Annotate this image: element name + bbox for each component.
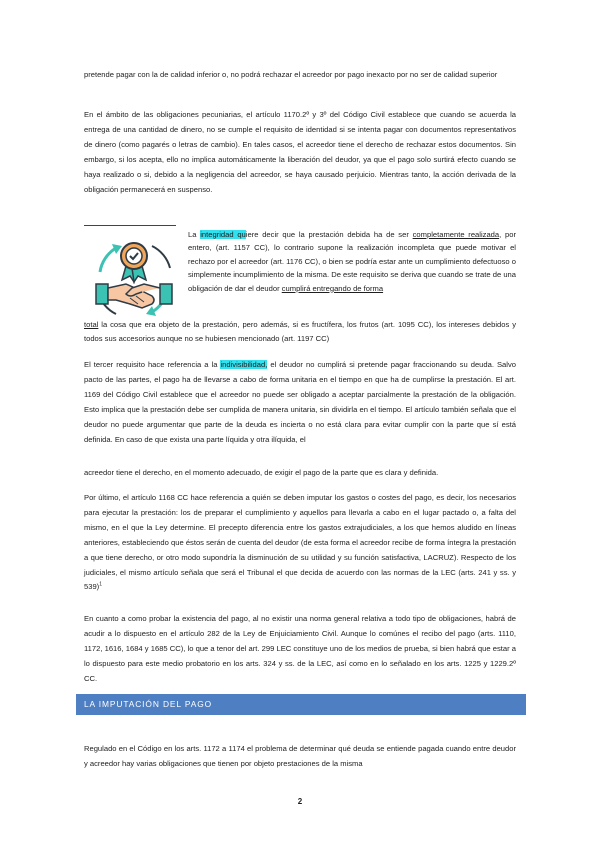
highlight-indivisibilidad: indivisibilidad, [220, 360, 268, 369]
paragraph-gastos-pago: Por último, el artículo 1168 CC hace referencia a quién se deben imputar los gastos o costes del pago, es decir, los necesarios para ejecutar la prestación: los de preparar el cumplimiento y aquellos para llevarla a cabo en el lugar pactado o, a falta del mismo, en el que la Ley determine. El precepto diferencia entre los gastos extrajudiciales, a los que hemos aludido en líneas anteriores, estableciendo que éstos serán de cuenta del deudor (de esta forma el acreedor recibe de forma íntegra la prestación a que tiene derecho, or otro modo supondría la disminución de su utilidad y su función satisfactiva, LACRUZ). Respecto de los judiciales, el mismo artículo señala que será el Tribunal el que decida de acuerdo con las normas de la LEC (arts. 241 y ss. y 539)$^1$ [84, 493, 516, 592]
separator-line [84, 225, 176, 226]
paragraph-acreedor: acreedor tiene el derecho, en el momento adecuado, de exigir el pago de la parte que es clara y definida. [84, 468, 439, 477]
paragraph-imputacion: Regulado en el Código en los arts. 1172 a 1174 el problema de determinar qué deuda se entiende pagada cuando entre deudor y acreedor hay varias obligaciones que tienen por objeto prestaciones de la misma [84, 744, 516, 768]
section-title: LA IMPUTACIÓN DEL PAGO [84, 699, 213, 709]
paragraph-indivisibilidad: El tercer requisito hace referencia a la indivisibilidad, el deudor no cumplirá si pretende pagar fraccionando su deuda. Salvo pacto de las partes, el pago ha de llevarse a cabo de forma unitaria en el tiempo en que ha de cumplirse la prestación. El art. 1169 del Código Civil establece que el acreedor no puede ser obligado a aceptar parcialmente la prestación de la obligación. Esto implica que la prestación debe ser cumplida de manera unitaria, sin dividirla en el tiempo. El artículo también señala que el deudor no puede argumentar que parte de la deuda es incierta o no está clara para evitar cumplir con la parte que sí está definida. En caso de que exista una parte líquida y otra ilíquida, el [84, 360, 516, 444]
handshake-agreement-icon [86, 232, 182, 328]
footnote-ref[interactable]: 1 [99, 581, 102, 588]
highlight-integridad: integridad qu [200, 230, 246, 239]
paragraph-integridad-continued: total la cosa que era objeto de la prestación, pero además, si es fructífera, los frutos (art. 1095 CC), los intereses debidos y todos sus accesorios aunque no se hubiesen mencionado (art. 1197 CC) [84, 320, 516, 344]
paragraph-prueba-pago: En cuanto a como probar la existencia del pago, al no existir una norma general relativa a todo tipo de obligaciones, habrá de acudir a lo dispuesto en el artículo 282 de la Ley de Enjuiciamiento Civil. Aunque lo comúnes el recibo del pago (arts. 1110, 1172, 1616, 1684 y 1685 CC), lo que a tenor del art. 299 LEC constituye uno de los medios de prueba, si bien habrá que estar a lo dispuesto para este medio probatorio en los arts. 324 y ss. de la LEC, así como en lo señalado en los arts. 1225 y 1229.2º CC. [84, 614, 516, 683]
paragraph-integridad: La integridad quiere decir que la prestación debida ha de ser completamente realizada, por entero, (art. 1157 CC), lo contrario supone la realización incompleta que puede motivar el rechazo por el acreedor (art. 1176 CC), o bien se podría estar ante un cumplimiento defectuoso o simplemente incumplimiento de la misma. De este requisito se deriva que cuando se trate de una obligación de dar el deudor cumplirá entregando de forma [188, 230, 516, 293]
paragraph-obligaciones-pecuniarias: En el ámbito de las obligaciones pecuniarias, el artículo 1170.2º y 3º del Código Civil establece que cuando se acuerda la entrega de una cantidad de dinero, no se cumple el requisito de identidad si se intenta pagar con documentos representativos de dinero (como pagarés o letras de cambio). En tales casos, el acreedor tiene el derecho de rechazar estos documentos. Sin embargo, si los acepta, ello no implica automáticamente la liberación del deudor, ya que el pago solo surtirá efecto cuando se haya realizado o si, debido a la negligencia del acreedor, se haya causado perjuicio. Mientras tanto, la acción derivada de la obligación permanecerá en suspenso. [84, 110, 516, 194]
paragraph-calidad: pretende pagar con la de calidad inferior o, no podrá rechazar el acreedor por pago inexacto por no ser de calidad superior [84, 70, 498, 79]
page-number: 2 [297, 797, 303, 806]
